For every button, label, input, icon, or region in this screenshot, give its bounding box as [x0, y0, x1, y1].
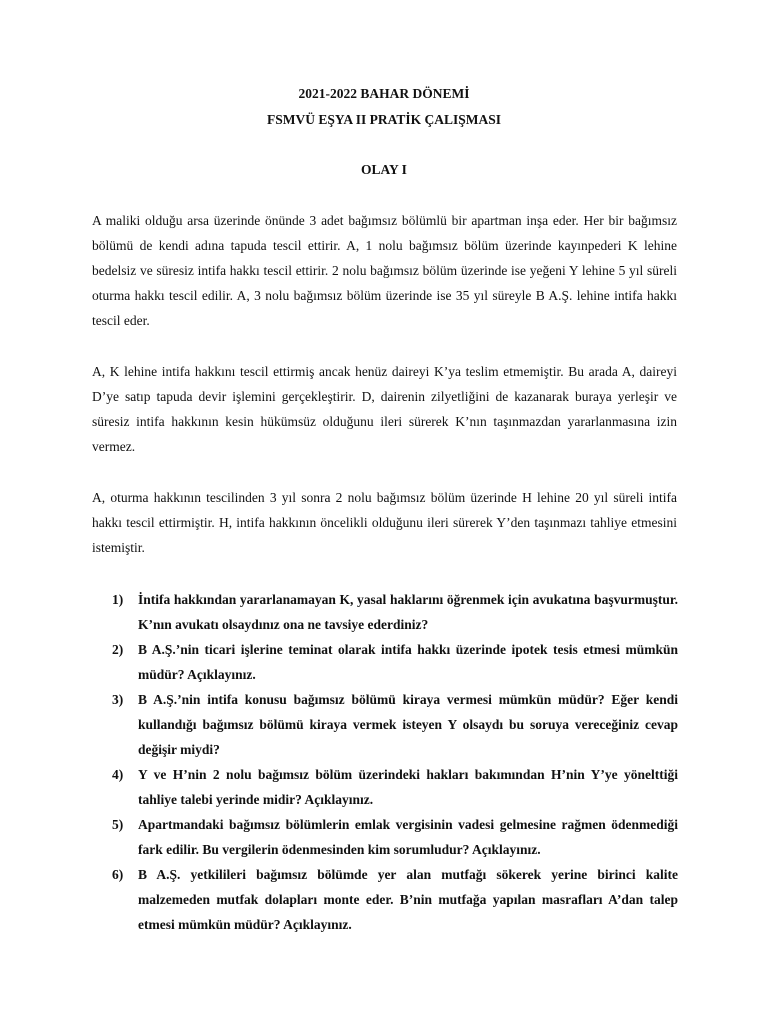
- question-item: [112, 637, 678, 687]
- question-item: [112, 687, 678, 762]
- case-paragraph-2: A, K lehine intifa hakkını tescil ettirmiş ancak henüz daireyi K’ya teslim etmemiştir. Bu arada A, daireyi D’ye satıp tapuda devir işlemini gerçekleştirir. D, dairenin zilyetliğini de kazanarak buraya yerleşir ve süresiz intifa hakkının kesin hükümsüz olduğunu ileri sürerek K’nın taşınmazdan yararlanmasına izin vermez.: [92, 364, 677, 454]
- case-title: OLAY I: [361, 162, 407, 177]
- question-text: İntifa hakkından yararlanamayan K, yasal haklarını öğrenmek için avukatına başvurmuştur. K’nın avukatı olsaydınız ona ne tavsiye ederdiniz?: [138, 592, 678, 632]
- question-item: [112, 587, 678, 637]
- question-text: B A.Ş.’nin intifa konusu bağımsız bölümü kiraya vermesi mümkün müdür? Eğer kendi kullandığı bağımsız bölümü kiraya vermek isteyen Y olsaydı bu soruya vereceğiniz cevap değişir miydi?: [138, 692, 678, 757]
- question-number: 6): [112, 867, 124, 882]
- question-number: 1): [112, 592, 124, 607]
- term-heading: 2021-2022 BAHAR DÖNEMİ: [298, 86, 470, 101]
- question-text: Y ve H’nin 2 nolu bağımsız bölüm üzerindeki hakları bakımından H’nin Y’ye yönelttiği tahliye talebi yerinde midir? Açıklayınız.: [138, 767, 678, 807]
- question-number: 3): [112, 692, 124, 707]
- question-text: B A.Ş. yetkilileri bağımsız bölümde yer alan mutfağı sökerek yerine birinci kalite malzemeden mutfak dolapları monte eder. B’nin mutfağa yapılan masrafları A’dan talep etmesi mümkün müdür? Açıklayınız.: [138, 867, 678, 932]
- course-heading: FSMVÜ EŞYA II PRATİK ÇALIŞMASI: [266, 112, 502, 127]
- case-paragraph-1: A maliki olduğu arsa üzerinde önünde 3 adet bağımsız bölümlü bir apartman inşa eder. Her bir bağımsız bölümü de kendi adına tapuda tescil ettirir. A, 1 nolu bağımsız bölüm üzerinde kayınpederi K lehine bedelsiz ve süresiz intifa hakkı tescil ettirir. 2 nolu bağımsız bölüm üzerinde ise yeğeni Y lehine 5 yıl süreli oturma hakkı tescil edilir. A, 3 nolu bağımsız bölüm üzerinde ise 35 yıl süreyle B A.Ş. lehine intifa hakkı tescil eder.: [92, 213, 677, 328]
- question-text: Apartmandaki bağımsız bölümlerin emlak vergisinin vadesi gelmesine rağmen ödenmediği fark edilir. Bu vergilerin ödenmesinden kim sorumludur? Açıklayınız.: [138, 817, 678, 857]
- question-item: [112, 812, 678, 862]
- question-item: [112, 862, 678, 937]
- case-paragraph-3: A, oturma hakkının tescilinden 3 yıl sonra 2 nolu bağımsız bölüm üzerinde H lehine 20 yıl süreli intifa hakkı tescil ettirmiştir. H, intifa hakkının öncelikli olduğunu ileri sürerek Y’den taşınmazı tahliye etmesini istemiştir.: [92, 490, 677, 555]
- question-list: [112, 587, 678, 937]
- question-number: 4): [112, 767, 124, 782]
- question-number: 5): [112, 817, 124, 832]
- question-text: B A.Ş.’nin ticari işlerine teminat olarak intifa hakkı üzerinde ipotek tesis etmesi mümkün müdür? Açıklayınız.: [138, 642, 678, 682]
- question-number: 2): [112, 642, 124, 657]
- question-item: [112, 762, 678, 812]
